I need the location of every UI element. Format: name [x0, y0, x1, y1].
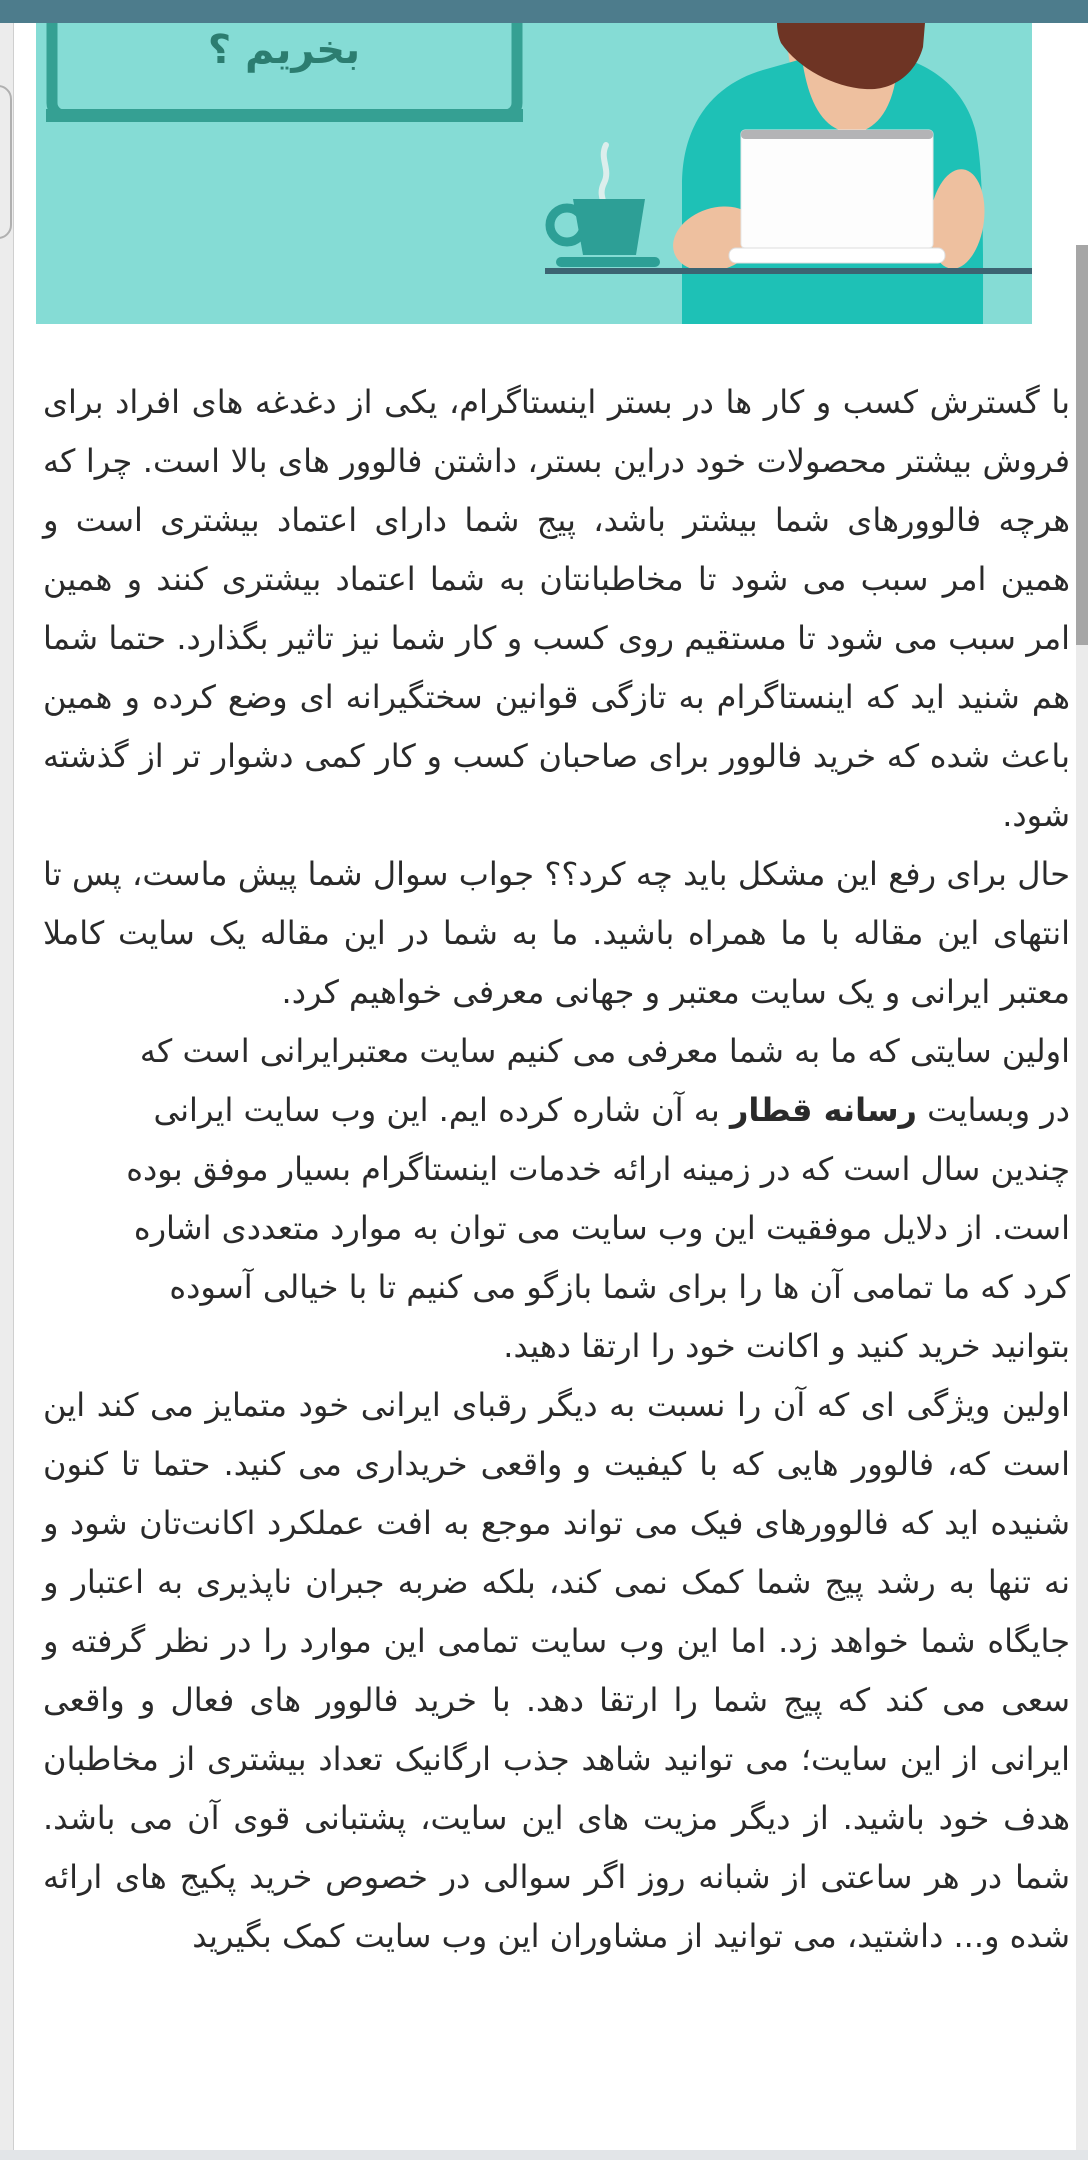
scrollbar-track-lower[interactable]	[1076, 645, 1088, 2160]
partial-card-edge	[0, 85, 12, 239]
scrollbar-thumb[interactable]	[1076, 245, 1088, 645]
laptop-base	[729, 248, 945, 263]
paragraph-intro	[43, 373, 1070, 845]
laptop-lid-edge	[741, 130, 933, 139]
paragraph-text: با گسترش کسب و کار ها در بستر اینستاگرام، یکی از دغدغه های افراد برای فروش بیشتر محصولات خود دراین بستر، داشتن فالوور های بالا است. چرا که هرچه فالوورهای شما بیشتر باشد، پیج شما دارای اعتماد بیشتری است و همین امر سبب می شود تا مخاطبانتان به شما اعتماد بیشتری کنند و همین امر سبب می شود تا مستقیم روی کسب و کار شما نیز تاثیر بگذارد. حتما شما هم شنید اید که اینستاگرام به تازگی قوانین سختگیرانه ای وضع کرده و همین باعث شده که خرید فالوور برای صاحبان کسب و کار کمی دشوار تر از گذشته شود.	[43, 383, 1070, 834]
brand-name-bold: رسانه قطار	[729, 1091, 917, 1129]
paragraph-text: اولین ویژگی ای که آن را نسبت به دیگر رقبای ایرانی خود متمایز می کند این است که، فالوور هایی که با کیفیت و واقعی خریداری می کنید. حتما تا کنون شنیده اید که فالوورهای فیک می تواند موجع به افت عملکرد اکانت‌تان شود و نه تنها به رشد پیج شما کمک نمی کند، بلکه ضربه جبران ناپذیری به اعتبار و جایگاه شما خواهد زد. اما این وب سایت تمامی این موارد را در نظر گرفته و سعی می کند که پیج شما را ارتقا دهد. با خرید فالوور های فعال و واقعی ایرانی از این سایت؛ می توانید شاهد جذب ارگانیک تعداد بیشتری از مخاطبان هدف خود باشید. از دیگر مزیت های این سایت، پشتبانی قوی آن می باشد. شما در هر ساعتی از شبانه روز اگر سوالی در خصوص خرید پکیج های ارائه شده و... داشتید، می توانید از مشاوران این وب سایت کمک بگیرید	[43, 1386, 1070, 1955]
scrollbar-track[interactable]	[1076, 23, 1088, 2160]
paragraph-text: اولین سایتی که ما به شما معرفی می کنیم سایت معتبرایرانی است که در وبسایت	[139, 1032, 1070, 1129]
paragraph-text: حال برای رفع این مشکل باید چه کرد؟؟ جواب سوال شما پیش ماست، پس تا انتهای این مقاله با ما همراه باشید. ما به شما در این مقاله یک سایت کاملا معتبر ایرانی و یک سایت معتبر و جهانی معرفی خواهیم کرد.	[43, 855, 1070, 1011]
paragraph-question	[43, 845, 1070, 1022]
laptop	[729, 130, 945, 263]
laptop-lid	[741, 130, 933, 248]
hero-illustration	[36, 23, 1032, 324]
sign-text: بخریم ؟	[207, 27, 361, 73]
article-body	[13, 373, 1076, 1966]
paragraph-text: به آن شاره کرده ایم. این وب سایت ایرانی چندین سال است که در زمینه ارائه خدمات اینستاگرام بسیار موفق بوده است. از دلایل موفقیت این وب سایت می توان به موارد متعددی اشاره کرد که ما تمامی آن ها را برای شما بازگو می کنیم تا با خیالی آسوده بتوانید خرید کنید و اکانت خود را ارتقا دهید.	[126, 1091, 1070, 1365]
bottom-edge-strip	[0, 2150, 1088, 2160]
left-gutter	[0, 23, 14, 2160]
top-bar	[0, 0, 1088, 23]
paragraph-site-intro	[43, 1022, 1070, 1376]
desk-line	[545, 268, 1032, 274]
paragraph-features	[43, 1376, 1070, 1966]
